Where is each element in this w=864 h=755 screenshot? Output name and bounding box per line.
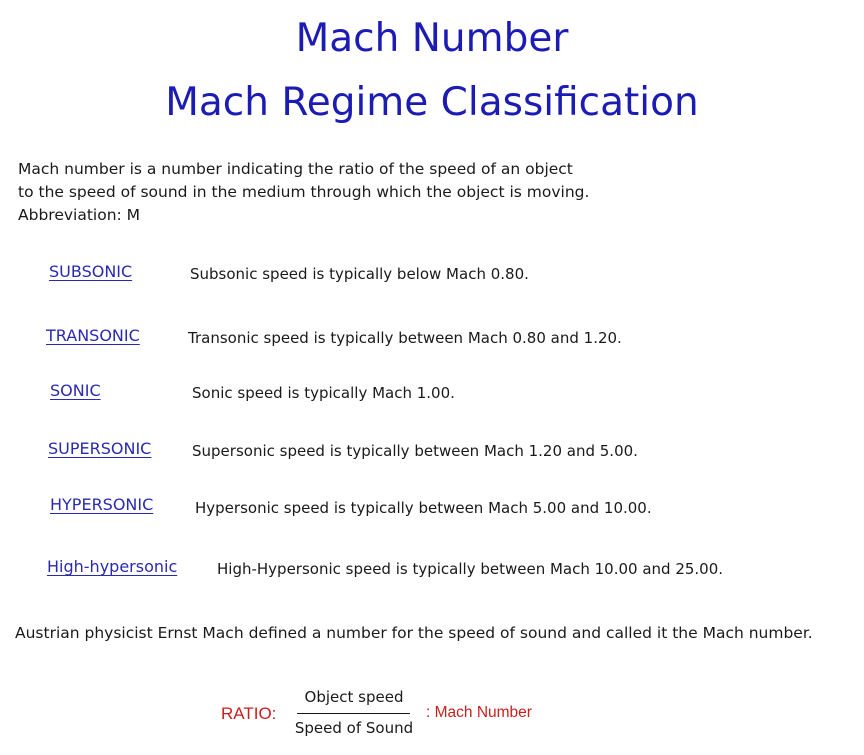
intro-line-1: Mach number is a number indicating the ratio of the speed of an object xyxy=(18,160,573,178)
regime-link-high-hypersonic[interactable]: High-hypersonic xyxy=(47,557,178,576)
regime-link-hypersonic[interactable]: HYPERSONIC xyxy=(50,495,154,514)
regime-desc-high-hypersonic: High-Hypersonic speed is typically between Mach 10.00 and 25.00. xyxy=(217,560,724,578)
formula-numerator: Object speed xyxy=(304,688,404,706)
regime-link-subsonic[interactable]: SUBSONIC xyxy=(49,262,133,281)
page-title: Mach Number xyxy=(295,16,569,61)
regime-desc-transonic: Transonic speed is typically between Mach 0.80 and 1.20. xyxy=(188,329,622,347)
intro-paragraph xyxy=(18,158,589,227)
intro-line-2: to the speed of sound in the medium through which the object is moving. xyxy=(18,183,590,201)
fraction-bar xyxy=(297,713,410,714)
regime-desc-subsonic: Subsonic speed is typically below Mach 0.80. xyxy=(190,265,529,283)
formula-result: : Mach Number xyxy=(426,704,532,721)
formula-denominator: Speed of Sound xyxy=(294,719,414,737)
page-subtitle: Mach Regime Classification xyxy=(165,80,699,125)
formula-label: RATIO: xyxy=(221,704,277,723)
regime-desc-hypersonic: Hypersonic speed is typically between Mach 5.00 and 10.00. xyxy=(195,499,652,517)
regime-desc-sonic: Sonic speed is typically Mach 1.00. xyxy=(192,384,455,402)
regime-link-transonic[interactable]: TRANSONIC xyxy=(46,326,140,345)
footer-note: Austrian physicist Ernst Mach defined a number for the speed of sound and called it the Mach number. xyxy=(15,624,813,642)
intro-abbreviation: Abbreviation: M xyxy=(18,206,141,224)
regime-desc-supersonic: Supersonic speed is typically between Mach 1.20 and 5.00. xyxy=(192,442,638,460)
regime-link-supersonic[interactable]: SUPERSONIC xyxy=(48,439,152,458)
regime-link-sonic[interactable]: SONIC xyxy=(50,381,101,400)
